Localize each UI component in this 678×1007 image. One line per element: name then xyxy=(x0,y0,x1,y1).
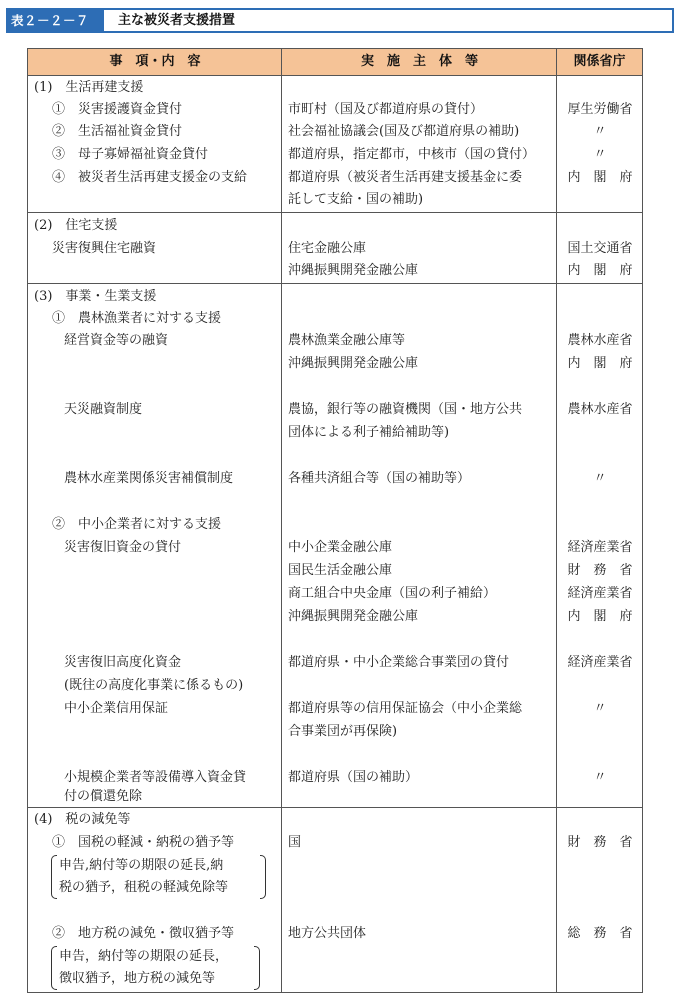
row-ministry: 内 閣 府 xyxy=(567,356,633,371)
section-divider xyxy=(28,212,642,213)
row-ministry: 経済産業省 xyxy=(567,586,633,601)
row-ministry: 内 閣 府 xyxy=(567,263,633,278)
row-ministry: 国土交通省 xyxy=(567,241,633,256)
row-item: 災害復旧高度化資金 xyxy=(64,655,182,670)
header-ministry: 関係省庁 xyxy=(573,54,626,69)
row-ministry: 総 務 省 xyxy=(567,926,633,941)
row-body: 都道府県等の信用保証協会（中小企業総 xyxy=(288,701,523,716)
row-ministry: 経済産業省 xyxy=(567,655,633,670)
row-ministry: 内 閣 府 xyxy=(567,609,633,624)
row-note: 申告,納付等の期限の延長,納 xyxy=(59,858,224,873)
row-body: 地方公共団体 xyxy=(288,926,367,941)
row-ministry: 農林水産省 xyxy=(567,402,633,417)
row-ministry: 〃 xyxy=(593,124,607,139)
subsection-heading: ② 中小企業者に対する支援 xyxy=(52,517,222,532)
column-divider xyxy=(281,49,282,992)
row-body: 沖縄振興開発金融公庫 xyxy=(288,609,419,624)
section-heading: (2) 住宅支援 xyxy=(34,218,118,233)
support-measures-table xyxy=(27,48,643,993)
subsection-heading: ① 農林漁業者に対する支援 xyxy=(52,311,222,326)
row-body: 農林漁業金融公庫等 xyxy=(288,333,406,348)
row-body: 国民生活金融公庫 xyxy=(288,563,393,578)
row-item: ① 国税の軽減・納税の猶予等 xyxy=(52,835,235,850)
row-item: ② 地方税の減免・徴収猶予等 xyxy=(52,926,235,941)
row-body: 中小企業金融公庫 xyxy=(288,540,393,555)
row-ministry: 財 務 省 xyxy=(567,563,633,578)
table-header-row xyxy=(28,49,642,76)
row-item: ① 災害援護資金貸付 xyxy=(52,102,183,117)
row-item-continued: (既往の高度化事業に係るもの) xyxy=(64,678,244,693)
row-body: 農協，銀行等の融資機関（国・地方公共 xyxy=(288,402,523,417)
right-bracket xyxy=(254,946,260,990)
row-body: 都道府県・中小企業総合事業団の貸付 xyxy=(288,655,510,670)
table-number-label: 表２－２－７ xyxy=(8,10,104,31)
row-item: 農林水産業関係災害補償制度 xyxy=(64,471,234,486)
row-body-continued: 託して支給・国の補助) xyxy=(288,192,424,207)
row-item: ② 生活福祉資金貸付 xyxy=(52,124,183,139)
section-heading: (1) 生活再建支援 xyxy=(34,80,144,95)
row-note: 税の猶予，租税の軽減免除等 xyxy=(59,880,229,895)
row-body: 沖縄振興開発金融公庫 xyxy=(288,263,419,278)
row-ministry: 内 閣 府 xyxy=(567,170,633,185)
row-item: 経営資金等の融資 xyxy=(64,333,169,348)
row-ministry: 農林水産省 xyxy=(567,333,633,348)
row-ministry: 〃 xyxy=(593,770,607,785)
header-item: 事 項・内 容 xyxy=(109,54,201,69)
table-title: 主な被災者支援措置 xyxy=(118,13,236,28)
row-ministry: 厚生労働省 xyxy=(567,102,633,117)
row-item: 小規模企業者等設備導入資金貸 xyxy=(64,770,247,785)
row-item: ③ 母子寡婦福祉資金貸付 xyxy=(52,147,209,162)
row-ministry: 〃 xyxy=(593,471,607,486)
section-divider xyxy=(28,283,642,284)
row-body: 都道府県，指定都市，中核市（国の貸付） xyxy=(288,147,536,162)
row-ministry: 財 務 省 xyxy=(567,835,633,850)
row-body: 国 xyxy=(288,835,302,850)
row-note: 申告，納付等の期限の延長， xyxy=(59,949,229,964)
row-body: 社会福祉協議会(国及び都道府県の補助) xyxy=(288,124,520,139)
header-body: 実 施 主 体 等 xyxy=(360,54,478,69)
left-bracket xyxy=(51,855,57,899)
section-heading: (4) 税の減免等 xyxy=(34,812,131,827)
table-title-bar xyxy=(6,8,674,33)
row-item: 災害復旧資金の貸付 xyxy=(64,540,182,555)
row-body: 都道府県（国の補助） xyxy=(288,770,419,785)
row-body: 市町村（国及び都道府県の貸付） xyxy=(288,102,484,117)
row-body: 沖縄振興開発金融公庫 xyxy=(288,356,419,371)
row-note: 徴収猶予，地方税の減免等 xyxy=(59,971,216,986)
row-item: ④ 被災者生活再建支援金の支給 xyxy=(52,170,248,185)
section-heading: (3) 事業・生業支援 xyxy=(34,289,157,304)
row-item-continued: 付の償還免除 xyxy=(64,789,143,804)
right-bracket xyxy=(260,855,266,899)
row-item: 中小企業信用保証 xyxy=(64,701,169,716)
row-body-continued: 合事業団が再保険) xyxy=(288,724,398,739)
row-body: 住宅金融公庫 xyxy=(288,241,367,256)
row-body: 各種共済組合等（国の補助等） xyxy=(288,471,471,486)
left-bracket xyxy=(51,946,57,990)
row-body-continued: 団体による利子補給補助等) xyxy=(288,425,450,440)
row-item: 災害復興住宅融資 xyxy=(52,241,157,256)
row-ministry: 〃 xyxy=(593,147,607,162)
row-ministry: 経済産業省 xyxy=(567,540,633,555)
row-body: 都道府県（被災者生活再建支援基金に委 xyxy=(288,170,523,185)
row-item: 天災融資制度 xyxy=(64,402,143,417)
row-ministry: 〃 xyxy=(593,701,607,716)
row-body: 商工組合中央金庫（国の利子補給） xyxy=(288,586,497,601)
